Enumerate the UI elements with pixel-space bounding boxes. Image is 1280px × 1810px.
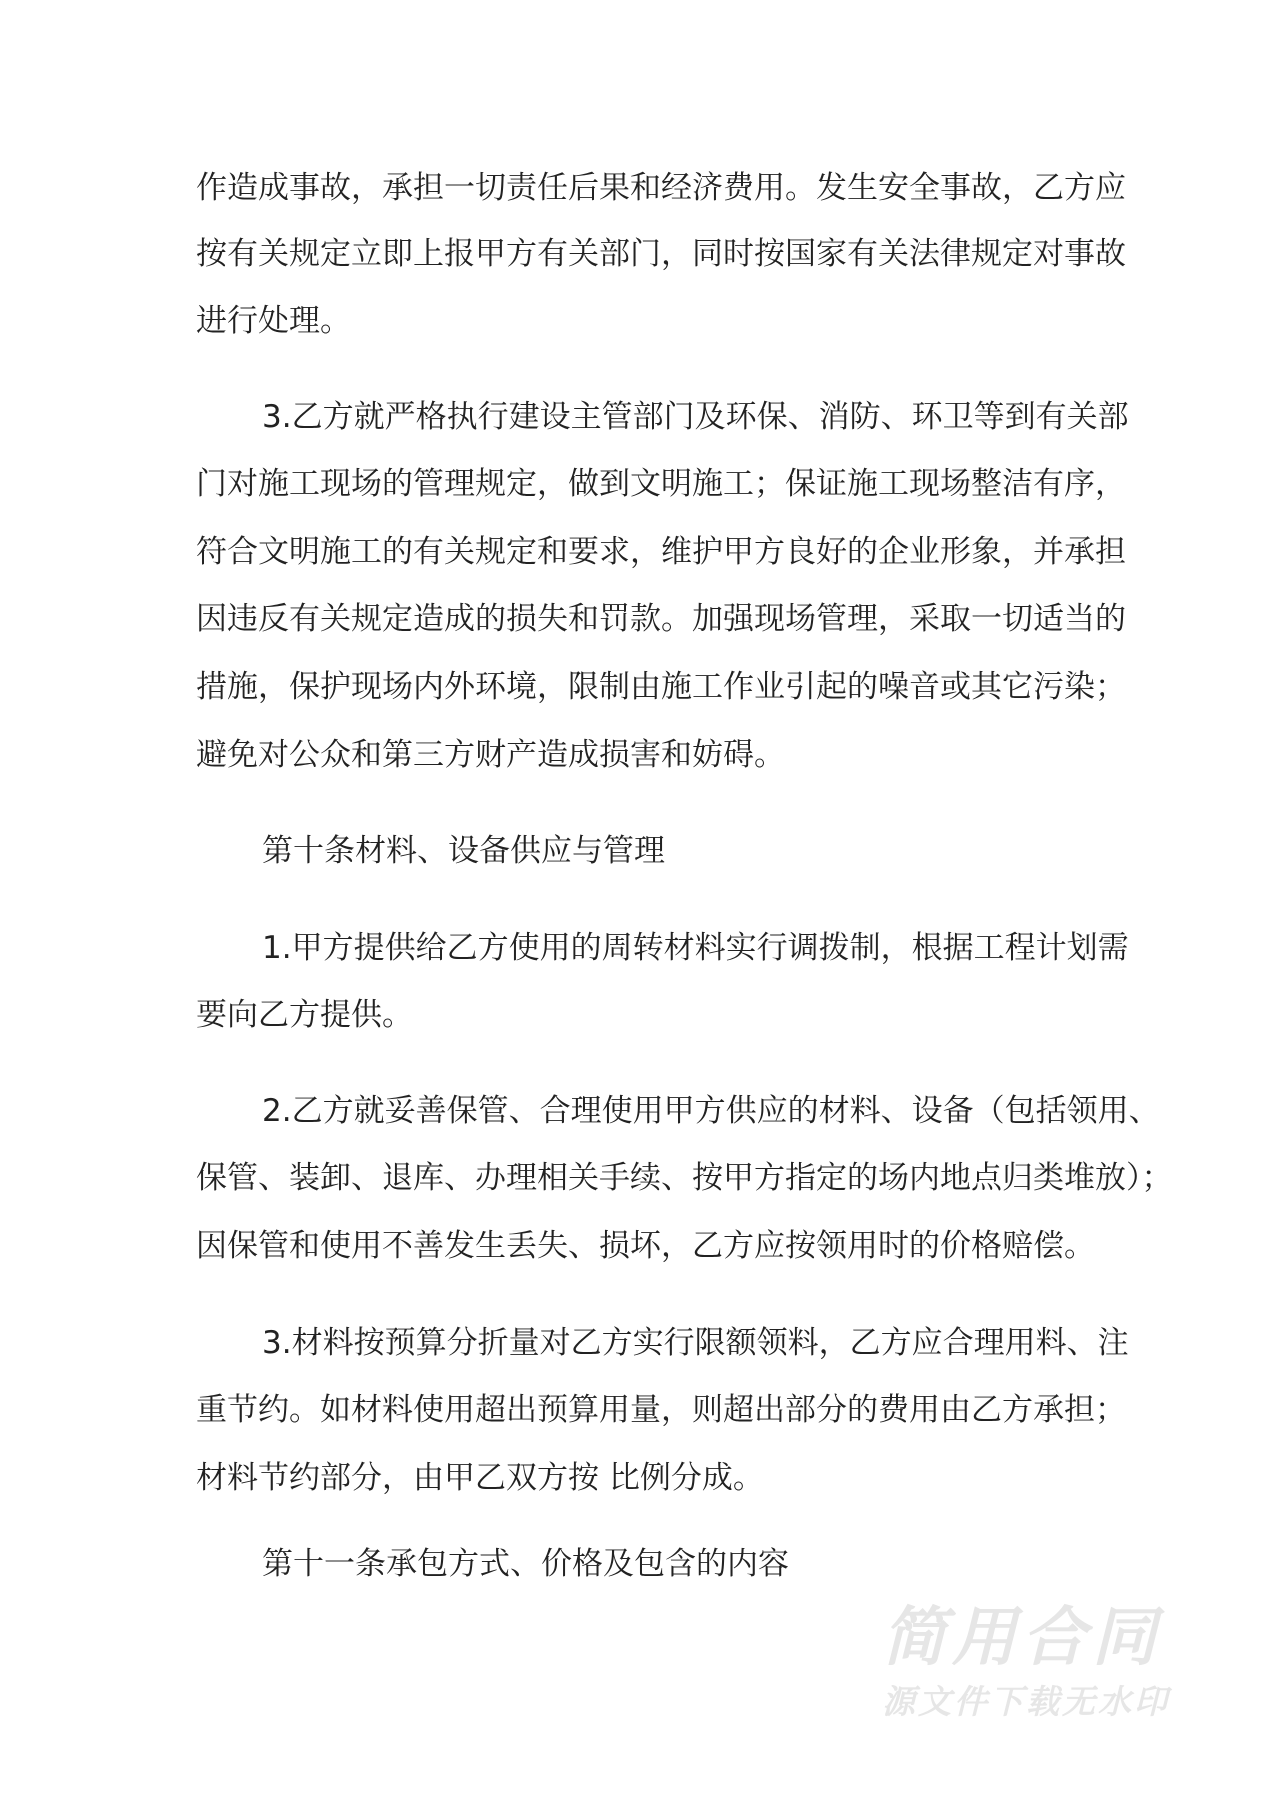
text-line: 门对施工现场的管理规定，做到文明施工；保证施工现场整洁有序， [196, 466, 1126, 502]
text-line: 1.甲方提供给乙方使用的周转材料实行调拨制，根据工程计划需 [262, 930, 1129, 966]
text-line: 保管、装卸、退库、办理相关手续、按甲方指定的场内地点归类堆放）； [196, 1160, 1173, 1196]
section-heading: 第十一条承包方式、价格及包含的内容 [262, 1546, 789, 1582]
text-line: 重节约。如材料使用超出预算用量，则超出部分的费用由乙方承担； [196, 1392, 1126, 1428]
text-line: 作造成事故，承担一切责任后果和经济费用。发生安全事故，乙方应 [196, 170, 1126, 206]
text-line: 按有关规定立即上报甲方有关部门，同时按国家有关法律规定对事故 [196, 236, 1126, 272]
text-line: 2.乙方就妥善保管、合理使用甲方供应的材料、设备（包括领用、 [262, 1093, 1160, 1129]
text-line: 符合文明施工的有关规定和要求，维护甲方良好的企业形象，并承担 [196, 534, 1126, 570]
text-line: 因保管和使用不善发生丢失、损坏，乙方应按领用时的价格赔偿。 [196, 1228, 1095, 1264]
text-line: 要向乙方提供。 [196, 997, 413, 1033]
text-line: 进行处理。 [196, 303, 351, 339]
text-line: 避免对公众和第三方财产造成损害和妨碍。 [196, 737, 785, 773]
watermark-title: 简用合同 [882, 1601, 1162, 1675]
text-line: 措施，保护现场内外环境，限制由施工作业引起的噪音或其它污染； [196, 669, 1126, 705]
text-line: 因违反有关规定造成的损失和罚款。加强现场管理，采取一切适当的 [196, 601, 1126, 637]
text-line: 3.材料按预算分折量对乙方实行限额领料，乙方应合理用料、注 [262, 1325, 1129, 1361]
section-heading: 第十条材料、设备供应与管理 [262, 833, 665, 869]
watermark-subtitle: 源文件下载无水印 [882, 1682, 1170, 1721]
text-line: 材料节约部分，由甲乙双方按 比例分成。 [196, 1460, 764, 1496]
text-line: 3.乙方就严格执行建设主管部门及环保、消防、环卫等到有关部 [262, 399, 1129, 435]
